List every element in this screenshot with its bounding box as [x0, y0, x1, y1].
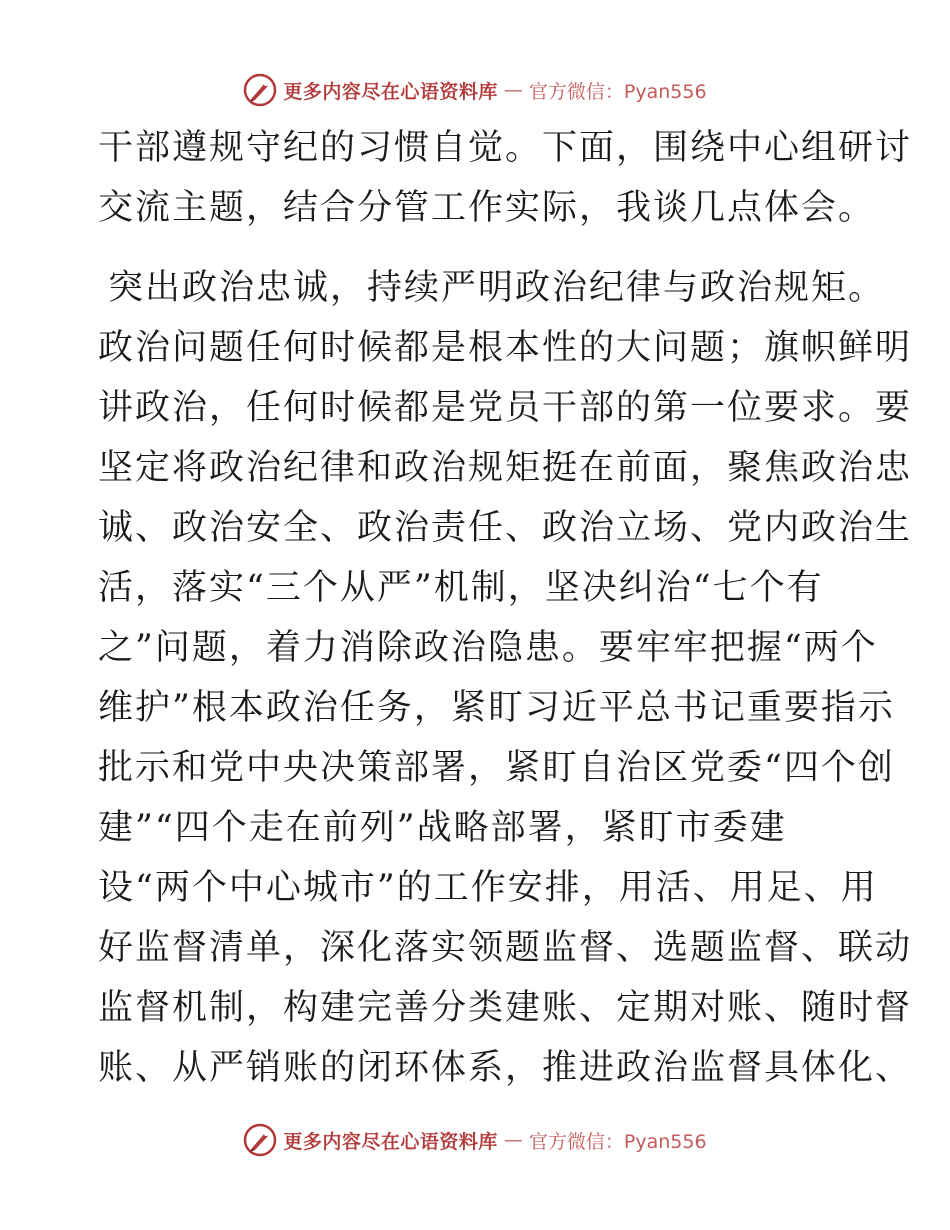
text-line: 设“两个中心城市”的工作安排，用活、用足、用	[98, 868, 878, 908]
document-body	[98, 118, 913, 1098]
text-line: 之”问题，着力消除政治隐患。要牢牢把握“两个	[98, 628, 878, 668]
watermark-separator: —	[503, 79, 523, 101]
text-line: 活，落实“三个从严”机制，坚决纠治“七个有	[98, 568, 824, 608]
text-line: 监督机制，构建完善分类建账、定期对账、随时督	[98, 988, 913, 1028]
text-line: 诚、政治安全、政治责任、政治立场、党内政治生	[98, 508, 913, 548]
watermark-brand-text: 更多内容尽在心语资料库	[283, 1130, 498, 1153]
text-line: 建”“四个走在前列”战略部署，紧盯市委建	[98, 808, 787, 848]
watermark-official-text: 官方微信：Pyan556	[528, 80, 707, 103]
watermark-official-text: 官方微信：Pyan556	[528, 1130, 707, 1153]
text-line: 坚定将政治纪律和政治规矩挺在前面，聚焦政治忠	[98, 448, 913, 488]
pen-logo-icon	[243, 1123, 277, 1157]
section-heading: 突出政治忠诚，持续严明政治纪律与政治规矩。	[108, 268, 886, 308]
text-line: 维护”根本政治任务，紧盯习近平总书记重要指示	[98, 688, 895, 728]
pen-logo-icon	[243, 73, 277, 107]
text-line: 讲政治，任何时候都是党员干部的第一位要求。要	[98, 388, 913, 428]
text-line: 交流主题，结合分管工作实际，我谈几点体会。	[98, 188, 876, 228]
text-line: 政治问题任何时候都是根本性的大问题；旗帜鲜明	[98, 328, 913, 368]
footer-watermark	[0, 1120, 950, 1160]
paragraph-gap	[98, 238, 858, 258]
header-watermark	[0, 70, 950, 110]
watermark-separator: —	[503, 1129, 523, 1151]
text-line: 干部遵规守纪的习惯自觉。下面，围绕中心组研讨	[98, 128, 913, 168]
watermark-brand-text: 更多内容尽在心语资料库	[283, 80, 498, 103]
text-line: 账、从严销账的闭环体系，推进政治监督具体化、	[98, 1048, 913, 1088]
text-line: 好监督清单，深化落实领题监督、选题监督、联动	[98, 928, 913, 968]
text-line: 批示和党中央决策部署，紧盯自治区党委“四个创	[98, 748, 895, 788]
